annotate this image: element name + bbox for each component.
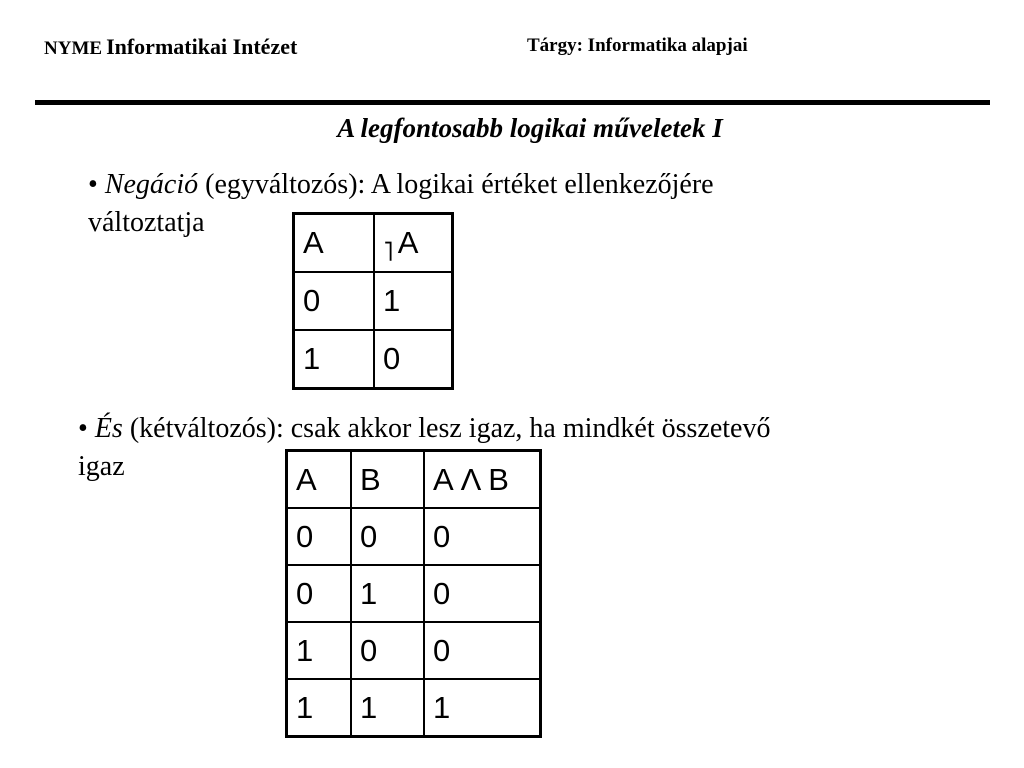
header-cell-a-and-b: A Λ B xyxy=(424,451,541,509)
table-cell: 1 xyxy=(287,679,352,737)
conjunction-line-2: igaz xyxy=(78,451,125,482)
slide-title: A legfontosabb logikai műveletek I xyxy=(337,113,723,143)
table-cell: 1 xyxy=(351,679,424,737)
negation-term: Negáció xyxy=(104,169,199,200)
table-cell: 0 xyxy=(351,508,424,565)
table-cell: 1 xyxy=(294,330,375,389)
negation-line-1 xyxy=(88,166,714,204)
header-org-prefix: NYME xyxy=(44,38,103,59)
table-row xyxy=(287,565,541,622)
table-cell: 0 xyxy=(424,565,541,622)
table-header-row xyxy=(294,214,453,273)
table-cell: 0 xyxy=(294,272,375,330)
table-cell: 0 xyxy=(424,622,541,679)
table-row xyxy=(287,508,541,565)
table-row xyxy=(294,330,453,389)
table-cell: 1 xyxy=(351,565,424,622)
header-cell-b: B xyxy=(351,451,424,509)
header-institute xyxy=(44,34,297,60)
header-subject: Tárgy: Informatika alapjai xyxy=(527,35,748,56)
table-row xyxy=(294,272,453,330)
negation-line-2: változtatja xyxy=(88,207,205,238)
negation-truth-table xyxy=(292,212,454,390)
bullet-marker: • xyxy=(88,169,98,200)
header-cell-a: A xyxy=(294,214,375,273)
header-cell-a: A xyxy=(287,451,352,509)
conjunction-line-1 xyxy=(78,410,770,448)
conjunction-description: (kétváltozós): csak akkor lesz igaz, ha mindkét összetevő xyxy=(122,413,771,444)
header-cell-not-a xyxy=(374,214,453,273)
table-cell: 1 xyxy=(287,622,352,679)
table-cell: 1 xyxy=(424,679,541,737)
table-cell: 0 xyxy=(374,330,453,389)
not-symbol: ˥ xyxy=(383,236,394,267)
table-cell: 0 xyxy=(287,565,352,622)
conjunction-truth-table xyxy=(285,449,542,738)
bullet-marker: • xyxy=(78,413,88,444)
table-row xyxy=(287,679,541,737)
conjunction-term: És xyxy=(94,413,123,444)
not-a-label: A xyxy=(397,225,419,260)
table-row xyxy=(287,622,541,679)
header-org-name: Informatikai Intézet xyxy=(106,34,298,59)
table-header-row xyxy=(287,451,541,509)
header-divider xyxy=(35,100,990,105)
negation-description: (egyváltozós): A logikai értéket ellenkezőjére xyxy=(198,169,714,200)
table-cell: 0 xyxy=(287,508,352,565)
table-cell: 0 xyxy=(351,622,424,679)
table-cell: 1 xyxy=(374,272,453,330)
table-cell: 0 xyxy=(424,508,541,565)
